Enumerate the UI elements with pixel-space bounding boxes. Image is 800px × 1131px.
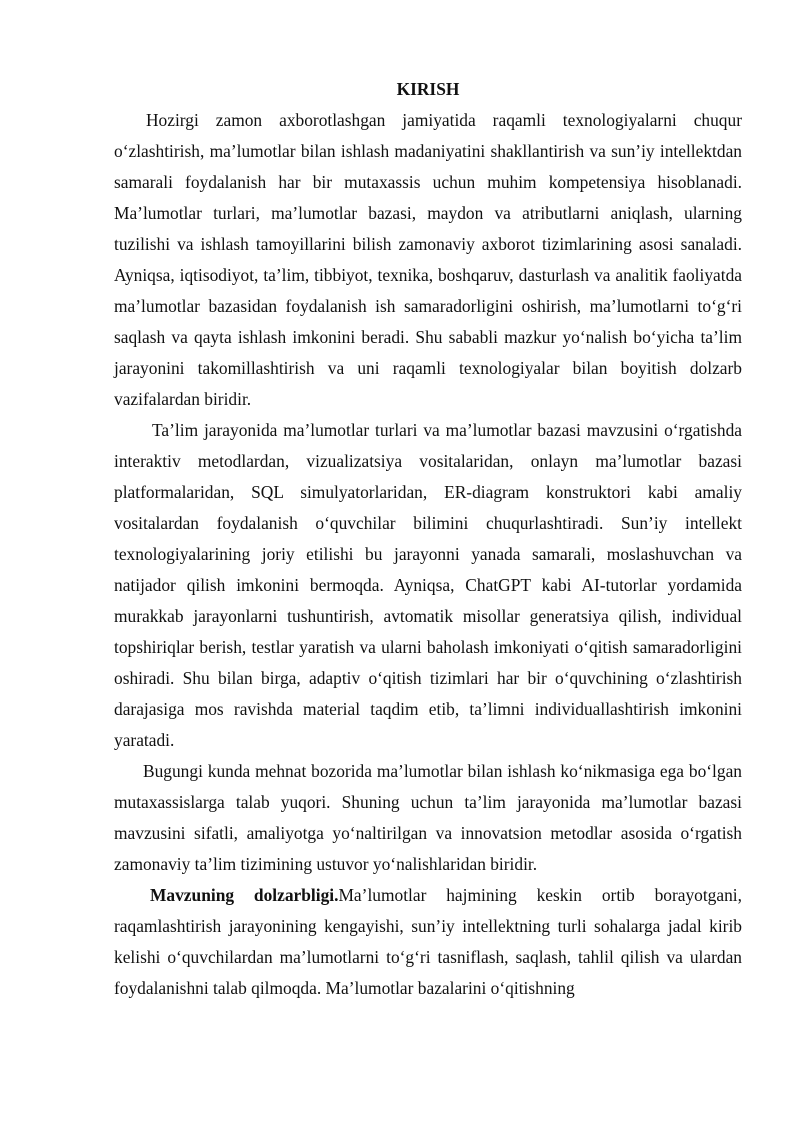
paragraph-4 xyxy=(114,880,742,1004)
paragraph-4-lead: Mavzuning dolzarbligi. xyxy=(150,885,339,905)
paragraph-3: Bugungi kunda mehnat bozorida ma’lumotlar bilan ishlash ko‘nikmasiga ega bo‘lgan mutaxassislarga talab yuqori. Shuning uchun ta’lim jarayonida ma’lumotlar bazasi mavzusini sifatli, amaliyotga yo‘naltirilgan va innovatsion metodlar asosida o‘rgatish zamonaviy ta’lim tizimining ustuvor yo‘nalishlaridan biridir. xyxy=(114,761,742,874)
paragraph-4-text: Ma’lumotlar hajmining keskin ortib borayotgani, raqamlashtirish jarayonining kengayishi, sun’iy intellektning turli sohalarga jadal kirib kelishi o‘quvchilardan ma’lumotlarni to‘g‘ri tasniflash, saqlash, tahlil qilish va ulardan foydalanishni talab qilmoqda. Ma’lumotlar bazalarini o‘qitishning xyxy=(114,885,742,998)
document-page xyxy=(114,74,742,1004)
section-title: KIRISH xyxy=(396,79,460,99)
paragraph-1: Hozirgi zamon axborotlashgan jamiyatida raqamli texnologiyalarni chuqur o‘zlashtirish, ma’lumotlar bilan ishlash madaniyatini shakllantirish va sun’iy intellektdan samarali foydalanish har bir mutaxassis uchun muhim kompetensiya hisoblanadi. Ma’lumotlar turlari, ma’lumotlar bazasi, maydon va atributlarni aniqlash, ularning tuzilishi va ishlash tamoyillarini bilish zamonaviy axborot tizimlarining asosi sanaladi. Ayniqsa, iqtisodiyot, ta’lim, tibbiyot, texnika, boshqaruv, dasturlash va analitik faoliyatda ma’lumotlar bazasidan foydalanish ish samaradorligini oshirish, ma’lumotlarni to‘g‘ri saqlash va qayta ishlash imkonini beradi. Shu sababli mazkur yo‘nalish bo‘yicha ta’lim jarayonini takomillashtirish va uni raqamli texnologiyalar bilan boyitish dolzarb vazifalardan biridir. xyxy=(114,110,742,409)
paragraph-2: Ta’lim jarayonida ma’lumotlar turlari va ma’lumotlar bazasi mavzusini o‘rgatishda interaktiv metodlardan, vizualizatsiya vositalaridan, onlayn ma’lumotlar bazasi platformalaridan, SQL simulyatorlaridan, ER-diagram konstruktori kabi amaliy vositalardan foydalanish o‘quvchilar bilimini chuqurlashtiradi. Sun’iy intellekt texnologiyalarining joriy etilishi bu jarayonni yanada samarali, moslashuvchan va natijador qilish imkonini bermoqda. Ayniqsa, ChatGPT kabi AI-tutorlar yordamida murakkab jarayonlarni tushuntirish, avtomatik misollar generatsiya qilish, individual topshiriqlar berish, testlar yaratish va ularni baholash imkoniyati o‘qitish samaradorligini oshiradi. Shu bilan birga, adaptiv o‘qitish tizimlari har bir o‘quvchining o‘zlashtirish darajasiga mos ravishda material taqdim etib, ta’limni individuallashtirish imkonini yaratadi. xyxy=(114,420,742,750)
